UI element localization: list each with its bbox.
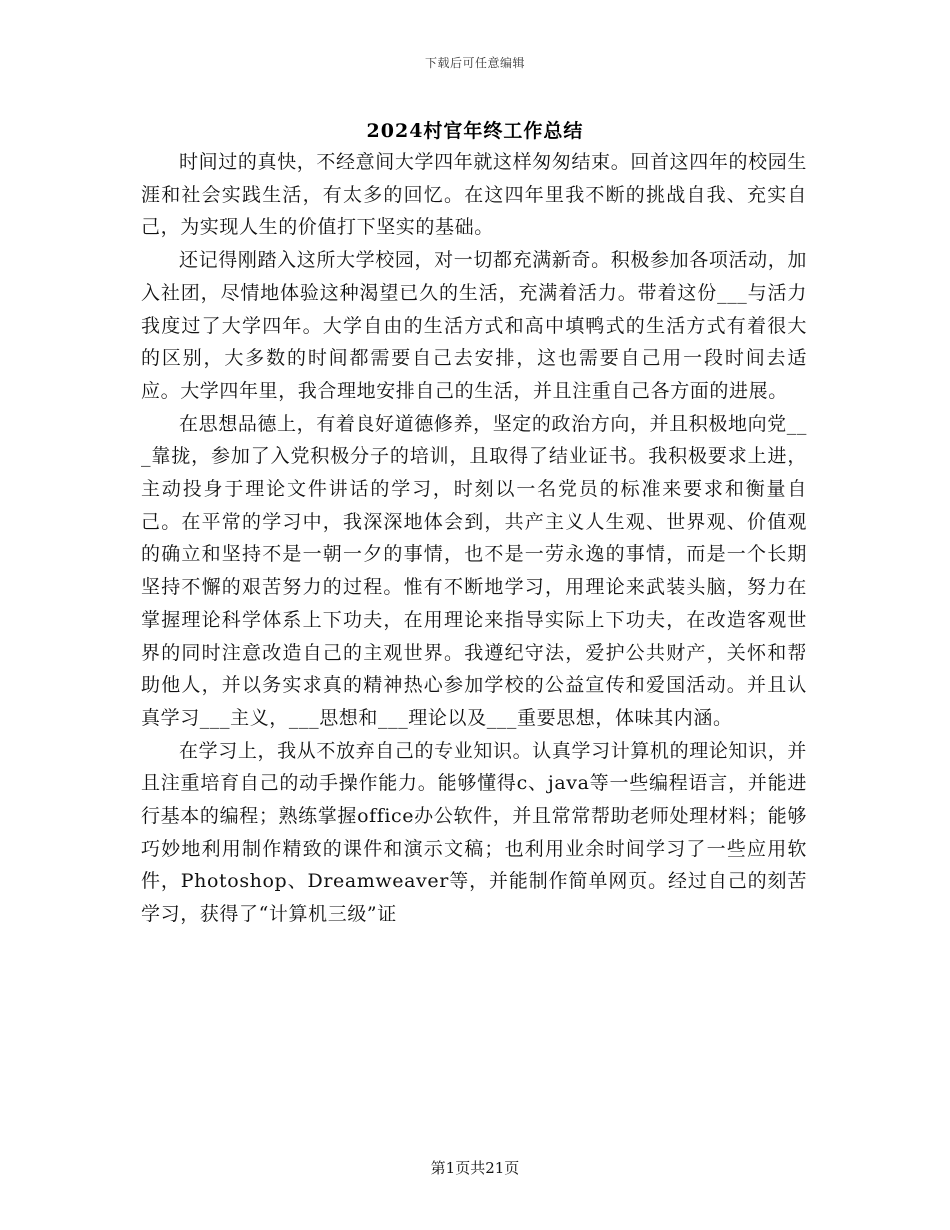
- paragraph-3: 在思想品德上，有着良好道德修养，坚定的政治方向，并且积极地向党___靠拢，参加了入党积极分子的培训，且取得了结业证书。我积极要求上进，主动投身于理论文件讲话的学习，时刻以一名党员的标准来要求和衡量自己。在平常的学习中，我深深地体会到，共产主义人生观、世界观、价值观的确立和坚持不是一朝一夕的事情，也不是一劳永逸的事情，而是一个长期坚持不懈的艰苦努力的过程。惟有不断地学习，用理论来武装头脑，努力在掌握理论科学体系上下功夫，在用理论来指导实际上下功夫，在改造客观世界的同时注意改造自己的主观世界。我遵纪守法，爱护公共财产，关怀和帮助他人，并以务实求真的精神热心参加学校的公益宣传和爱国活动。并且认真学习___主义，___思想和___理论以及___重要思想，体味其内涵。: [141, 412, 807, 729]
- document-body: [141, 146, 807, 931]
- paragraph-4: 在学习上，我从不放弃自己的专业知识。认真学习计算机的理论知识，并且注重培育自己的动手操作能力。能够懂得c、java等一些编程语言，并能进行基本的编程；熟练掌握office办公软件，并且常常帮助老师处理材料；能够巧妙地利用制作精致的课件和演示文稿；也利用业余时间学习了一些应用软件，Photoshop、Dreamweaver等，并能制作简单网页。经过自己的刻苦学习，获得了“计算机三级”证: [141, 739, 807, 926]
- paragraph-2: 还记得刚踏入这所大学校园，对一切都充满新奇。积极参加各项活动，加入社团，尽情地体验这种渴望已久的生活，充满着活力。带着这份___与活力我度过了大学四年。大学自由的生活方式和高中填鸭式的生活方式有着很大的区别，大多数的时间都需要自己去安排，这也需要自己用一段时间去适应。大学四年里，我合理地安排自己的生活，并且注重自己各方面的进展。: [141, 249, 807, 402]
- header-note: 下载后可任意编辑: [424, 56, 525, 70]
- page-number-footer: 第1页共21页: [430, 1159, 520, 1177]
- document-title: 2024村官年终工作总结: [366, 120, 584, 142]
- paragraph-1: 时间过的真快，不经意间大学四年就这样匆匆结束。回首这四年的校园生涯和社会实践生活，有太多的回忆。在这四年里我不断的挑战自我、充实自己，为实现人生的价值打下坚实的基础。: [141, 151, 807, 239]
